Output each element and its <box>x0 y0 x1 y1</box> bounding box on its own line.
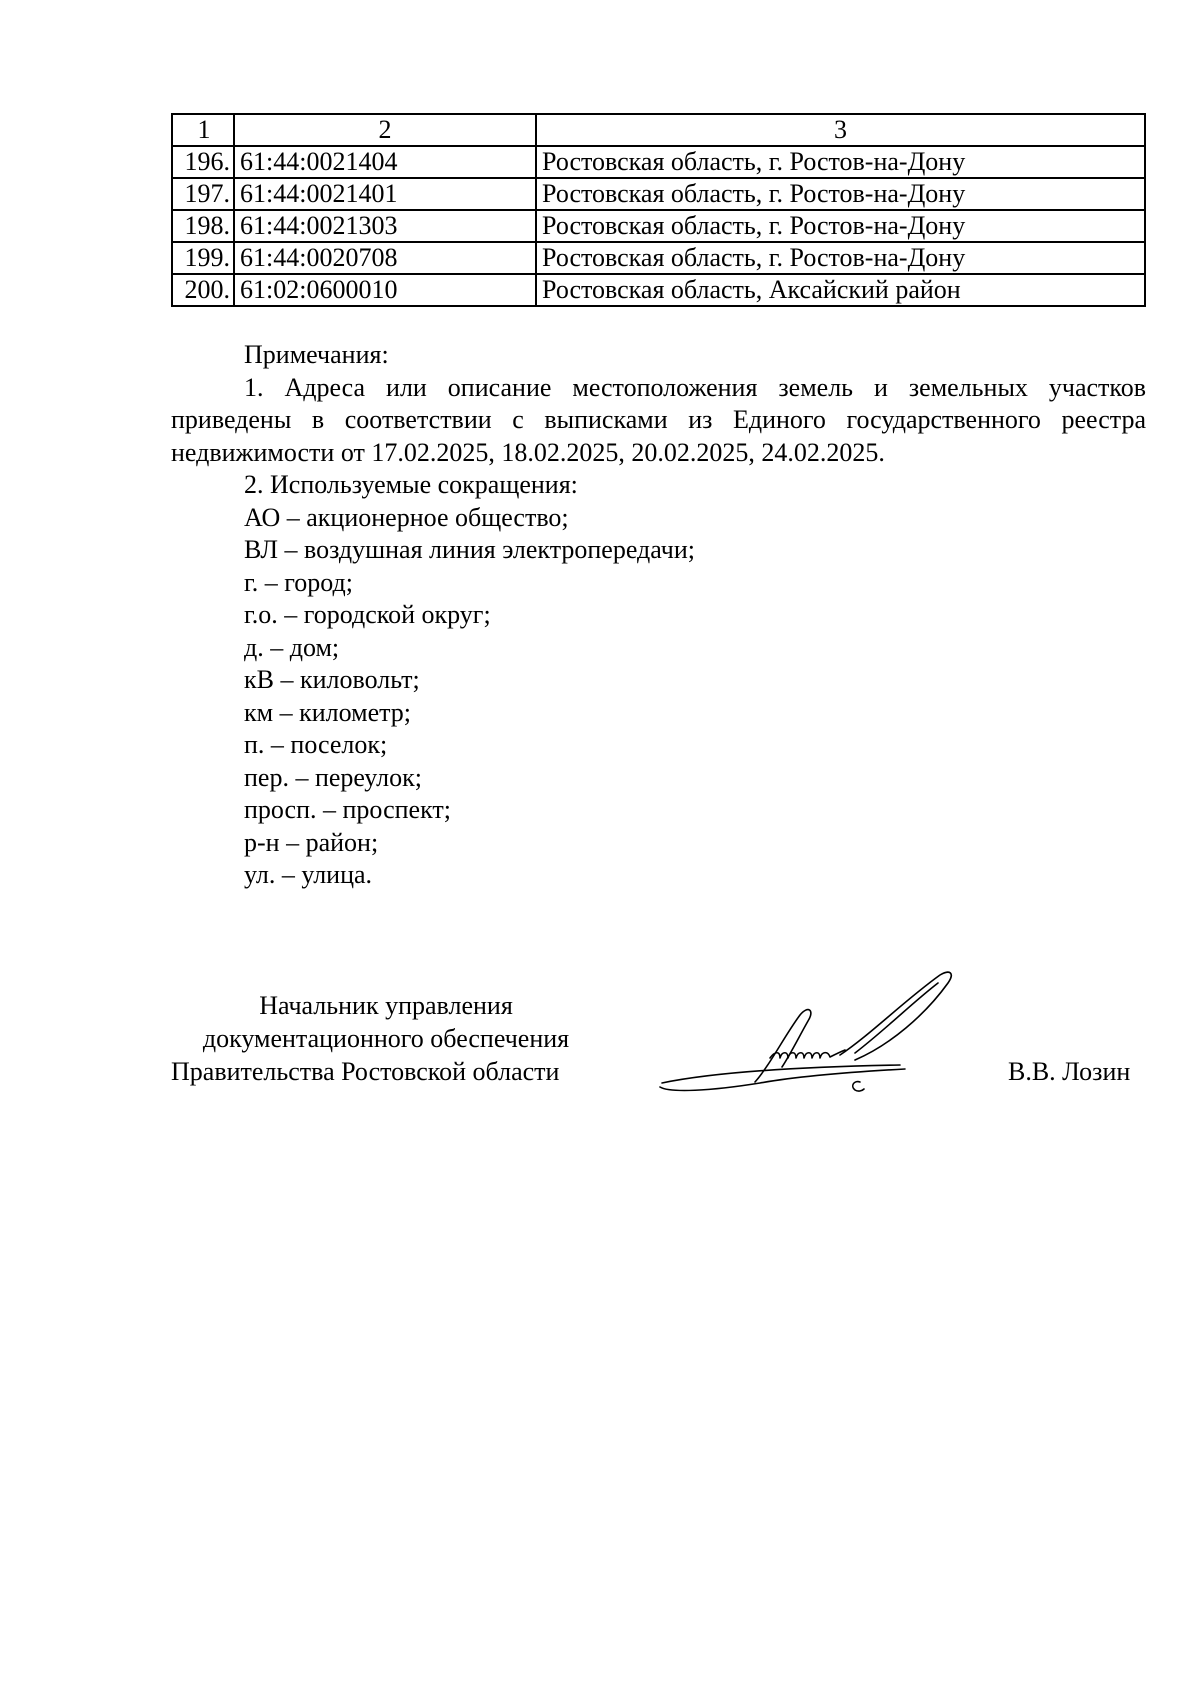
table-header-row <box>172 114 1145 146</box>
abbreviation-item: км – километр; <box>244 697 412 727</box>
table-row <box>172 146 1145 178</box>
note-1-line-1: 1. Адреса или описание местоположения земель и земельных участков <box>244 372 1146 402</box>
abbreviation-item: п. – поселок; <box>244 730 388 759</box>
abbreviation-item: г. – город; <box>244 567 353 597</box>
row-number: 198. <box>172 210 234 242</box>
note-1-line-3: недвижимости от 17.02.2025, 18.02.2025, 20.02.2025, 24.02.2025. <box>171 437 885 467</box>
signatory-title-line-1: Начальник управления <box>259 991 513 1020</box>
note-1-line-2: приведены в соответствии с выписками из Единого государственного реестра <box>171 405 1146 434</box>
column-header-address: 3 <box>536 114 1145 146</box>
abbreviation-item: пер. – переулок; <box>244 762 422 792</box>
column-header-cadastral: 2 <box>234 114 536 146</box>
cadastral-table <box>171 113 1146 307</box>
cadastral-number: 61:44:0020708 <box>234 242 536 274</box>
notes-section <box>171 339 1146 892</box>
cadastral-number: 61:44:0021404 <box>234 146 536 178</box>
address-cell: Ростовская область, г. Ростов-на-Дону <box>536 210 1145 242</box>
signatory-name: В.В. Лозин <box>1008 1057 1131 1086</box>
abbreviation-item: АО – акционерное общество; <box>244 502 569 532</box>
table-row <box>172 274 1145 306</box>
cadastral-number: 61:44:0021303 <box>234 210 536 242</box>
cadastral-number: 61:44:0021401 <box>234 178 536 210</box>
abbreviation-item: ул. – улица. <box>244 860 373 889</box>
row-number: 197. <box>172 178 234 210</box>
signatory-title-line-3: Правительства Ростовской области <box>171 1057 560 1086</box>
address-cell: Ростовская область, г. Ростов-на-Дону <box>536 242 1145 274</box>
signatory-title-line-2: документационного обеспечения <box>202 1024 570 1053</box>
table-row <box>172 210 1145 242</box>
abbreviation-item: ВЛ – воздушная линия электропередачи; <box>244 535 695 564</box>
address-cell: Ростовская область, г. Ростов-на-Дону <box>536 178 1145 210</box>
abbreviation-item: д. – дом; <box>244 632 340 662</box>
column-header-number: 1 <box>172 114 234 146</box>
address-cell: Ростовская область, г. Ростов-на-Дону <box>536 146 1145 178</box>
row-number: 196. <box>172 146 234 178</box>
address-cell: Ростовская область, Аксайский район <box>536 274 1145 306</box>
handwritten-signature <box>650 955 990 1105</box>
abbreviation-item: кВ – киловольт; <box>244 665 420 694</box>
note-2-heading: 2. Используемые сокращения: <box>244 470 578 499</box>
cadastral-number: 61:02:0600010 <box>234 274 536 306</box>
table-row <box>172 178 1145 210</box>
row-number: 200. <box>172 274 234 306</box>
abbreviation-item: г.о. – городской округ; <box>244 600 491 629</box>
row-number: 199. <box>172 242 234 274</box>
notes-heading: Примечания: <box>244 340 389 369</box>
abbreviation-item: просп. – проспект; <box>244 795 451 824</box>
abbreviation-item: р-н – район; <box>244 827 379 857</box>
table-row <box>172 242 1145 274</box>
signatory-title <box>171 989 601 1088</box>
